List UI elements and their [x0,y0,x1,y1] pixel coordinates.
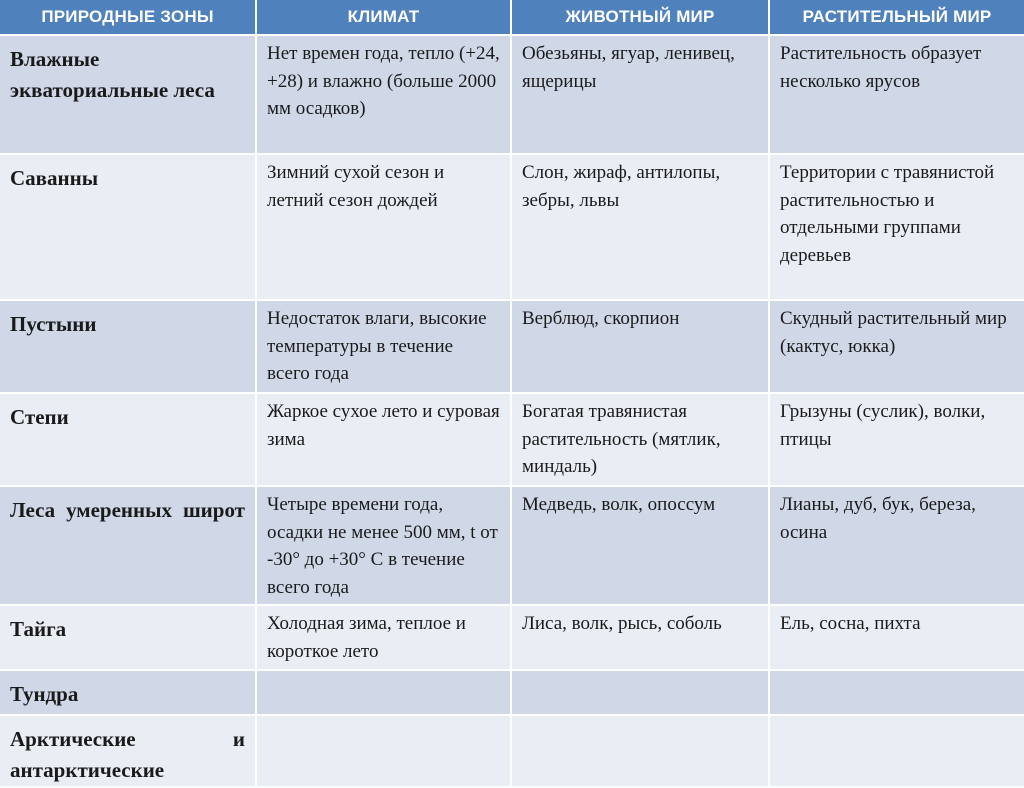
climate-cell: Нет времен года, тепло (+24, +28) и влажно (больше 2000 мм осадков) [256,35,511,154]
table-row [0,605,1024,670]
climate-cell: Зимний сухой сезон и летний сезон дождей [256,154,511,300]
fauna-cell [511,715,769,787]
climate-cell [256,715,511,787]
header-climate: КЛИМАТ [256,0,511,35]
zone-cell: Влажные экваториальные леса [0,35,256,154]
fauna-cell: Обезьяны, ягуар, ленивец, ящерицы [511,35,769,154]
flora-cell [769,670,1024,715]
table-row [0,670,1024,715]
climate-cell: Холодная зима, теплое и короткое лето [256,605,511,670]
climate-cell [256,670,511,715]
flora-cell: Скудный растительный мир (кактус, юкка) [769,300,1024,393]
table-row [0,715,1024,787]
flora-cell [769,715,1024,787]
header-flora: РАСТИТЕЛЬНЫЙ МИР [769,0,1024,35]
flora-cell: Территории с травянистой растительностью и отдельными группами деревьев [769,154,1024,300]
header-zones: ПРИРОДНЫЕ ЗОНЫ [0,0,256,35]
flora-cell: Лианы, дуб, бук, береза, осина [769,486,1024,605]
flora-cell: Грызуны (суслик), волки, птицы [769,393,1024,486]
fauna-cell: Верблюд, скорпион [511,300,769,393]
table-row [0,154,1024,300]
zone-cell: Степи [0,393,256,486]
table-row [0,35,1024,154]
flora-cell: Ель, сосна, пихта [769,605,1024,670]
zone-cell: Арктические и антарктические [0,715,256,787]
zone-cell: Леса умеренных широт [0,486,256,605]
climate-cell: Жаркое сухое лето и суровая зима [256,393,511,486]
table-row [0,393,1024,486]
climate-cell: Четыре времени года, осадки не менее 500 мм, t от -30° до +30° С в течение всего года [256,486,511,605]
table-row [0,300,1024,393]
header-fauna: ЖИВОТНЫЙ МИР [511,0,769,35]
zone-cell: Саванны [0,154,256,300]
zone-cell: Тундра [0,670,256,715]
fauna-cell: Богатая травянистая растительность (мятлик, миндаль) [511,393,769,486]
flora-cell: Растительность образует несколько ярусов [769,35,1024,154]
fauna-cell: Медведь, волк, опоссум [511,486,769,605]
zone-cell: Пустыни [0,300,256,393]
table-row [0,486,1024,605]
zone-cell: Тайга [0,605,256,670]
fauna-cell: Слон, жираф, антилопы, зебры, львы [511,154,769,300]
fauna-cell: Лиса, волк, рысь, соболь [511,605,769,670]
fauna-cell [511,670,769,715]
climate-cell: Недостаток влаги, высокие температуры в течение всего года [256,300,511,393]
header-row [0,0,1024,35]
